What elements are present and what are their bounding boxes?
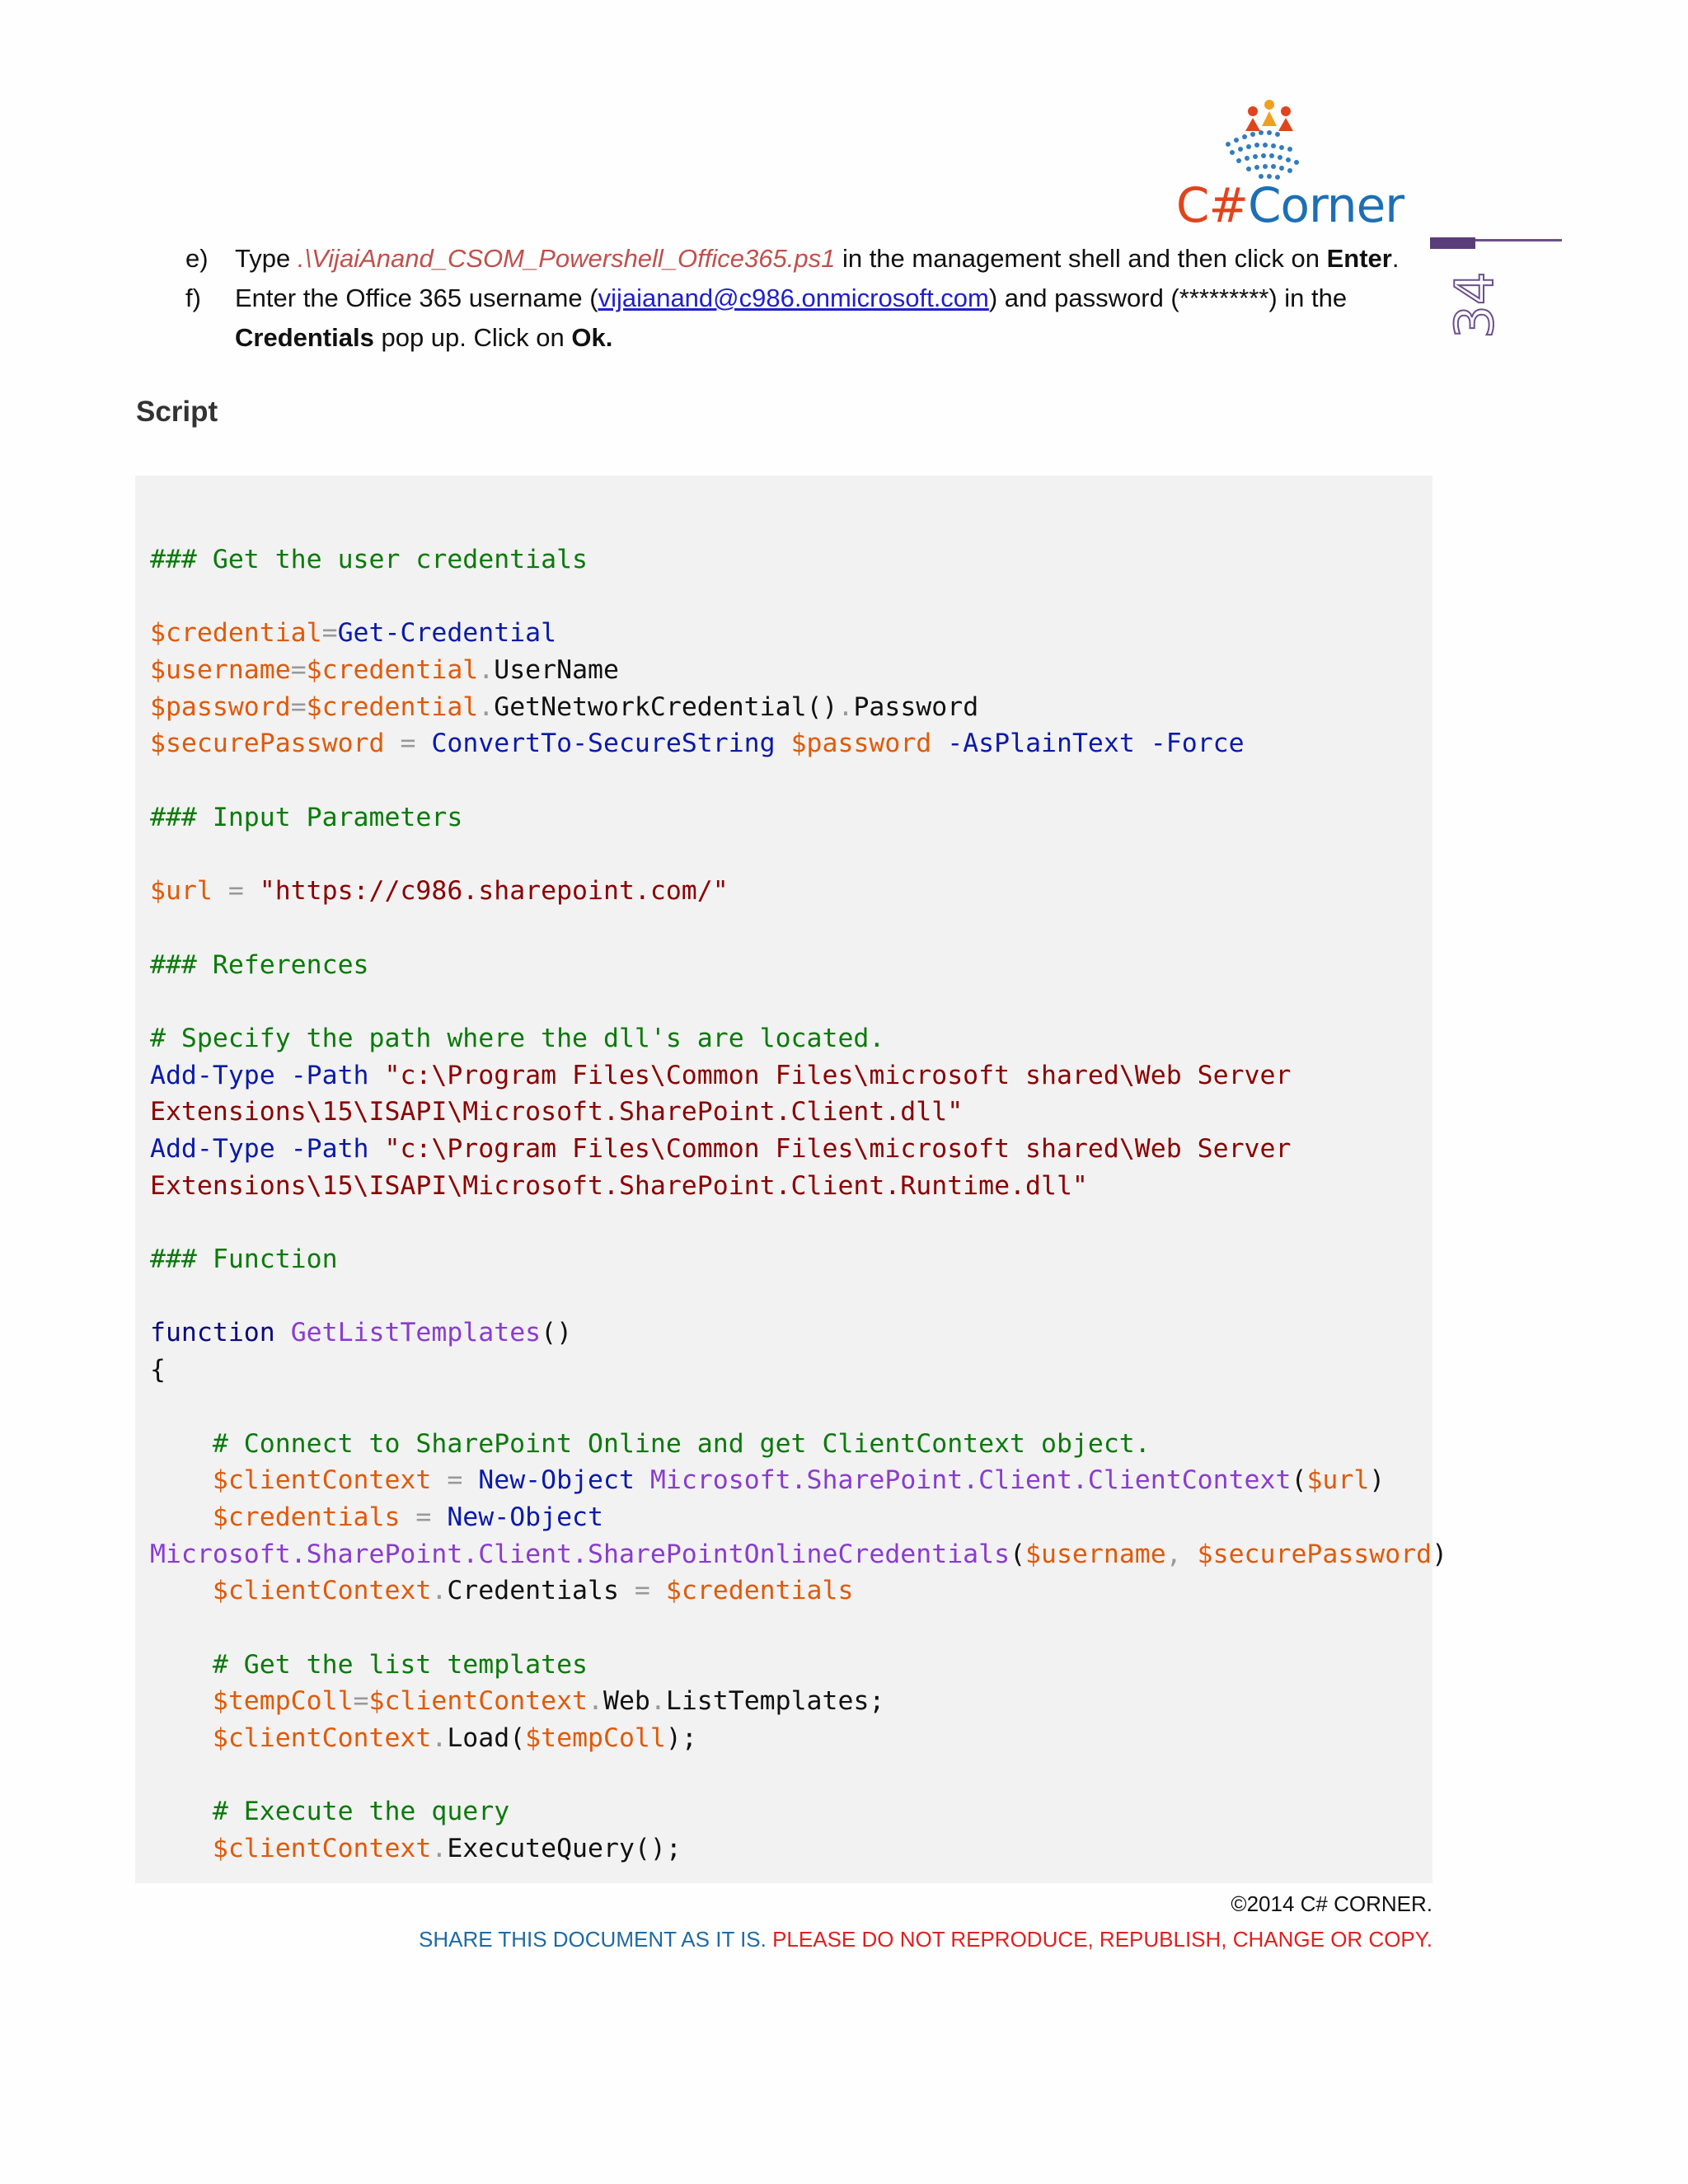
email-link[interactable]: vijaianand@c986.onmicrosoft.com	[598, 284, 989, 312]
code-token: ,	[1165, 1539, 1198, 1569]
code-token: "https://c986.sharepoint.com/"	[259, 876, 729, 907]
code-token: .	[431, 1576, 448, 1606]
code-line	[150, 1131, 1447, 1168]
code-token	[150, 1576, 213, 1605]
code-token: .	[649, 1686, 666, 1717]
step-text: in the management shell and then click on	[835, 244, 1327, 273]
code-token: =	[400, 1502, 448, 1532]
code-token: $url	[150, 876, 213, 907]
code-token: =	[384, 729, 432, 759]
code-token: Add-Type	[150, 1060, 275, 1090]
code-token	[150, 1723, 213, 1753]
code-token	[776, 729, 791, 758]
code-line	[150, 1793, 1447, 1830]
globe-people-icon	[1150, 95, 1430, 185]
code-token: ### Get the user credentials	[150, 545, 588, 574]
instruction-steps	[185, 239, 1422, 358]
code-token: Credentials	[447, 1576, 619, 1606]
code-token: =	[353, 1686, 369, 1717]
step-label: f)	[185, 284, 201, 312]
code-line	[150, 689, 1447, 726]
code-line	[150, 1720, 1447, 1757]
code-line	[150, 799, 1447, 837]
footer-share: SHARE THIS DOCUMENT AS IT IS.	[419, 1927, 773, 1952]
code-token: $securePassword	[1197, 1539, 1432, 1569]
step-label: e)	[185, 244, 209, 273]
step-text: Enter the Office 365 username (	[235, 284, 598, 312]
code-token	[635, 1465, 650, 1495]
code-token: );	[665, 1723, 697, 1753]
step-e	[185, 239, 1422, 279]
code-token: $password	[150, 691, 291, 722]
code-token: =	[290, 655, 307, 686]
step-bold: Credentials	[235, 323, 374, 352]
code-token: $username	[1025, 1539, 1166, 1569]
code-token: )	[1432, 1539, 1448, 1569]
step-f	[185, 279, 1422, 358]
logo-cs: C#	[1175, 177, 1248, 233]
code-token: $credentials	[665, 1576, 854, 1606]
code-token: Load(	[447, 1723, 526, 1753]
code-token	[150, 1650, 213, 1680]
code-token: =	[290, 691, 307, 722]
logo-corner: Corner	[1248, 177, 1404, 233]
code-token: Microsoft.SharePoint.Client.ClientContext	[649, 1465, 1292, 1496]
code-token	[150, 1797, 213, 1826]
code-token: -Path	[290, 1060, 369, 1090]
step-bold: Ok.	[571, 323, 613, 352]
code-line	[150, 1683, 1447, 1720]
code-token: # Get the list templates	[212, 1649, 588, 1680]
code-token: =	[212, 876, 260, 907]
code-line	[150, 983, 1447, 1020]
code-token: # Connect to SharePoint Online and get ClientContext object.	[212, 1428, 1151, 1459]
code-token: =	[431, 1465, 479, 1496]
code-line	[150, 1757, 1447, 1794]
code-token: ### Function	[150, 1244, 338, 1275]
code-token: -Path	[290, 1134, 369, 1164]
code-token	[931, 729, 947, 758]
code-token: ()	[541, 1318, 573, 1348]
script-path: .\VijaiAnand_CSOM_Powershell_Office365.ps1	[297, 244, 836, 273]
code-line	[150, 1426, 1447, 1463]
code-line	[150, 1020, 1447, 1057]
code-line	[150, 1241, 1447, 1278]
code-token: (	[1291, 1465, 1307, 1496]
code-token: $tempColl	[212, 1686, 354, 1717]
code-token: # Specify the path where the dll's are located.	[150, 1023, 885, 1053]
code-content	[150, 541, 1447, 1868]
code-token: .	[431, 1723, 448, 1753]
code-line	[150, 1204, 1447, 1241]
code-token	[369, 1061, 385, 1090]
code-line	[150, 1389, 1447, 1426]
code-token: $clientContext	[212, 1834, 432, 1864]
code-token: $username	[150, 655, 291, 686]
code-line	[150, 1352, 1447, 1389]
code-token: ### References	[150, 949, 369, 980]
code-token: Extensions\15\ISAPI\Microsoft.SharePoint.Client.Runtime.dll"	[150, 1170, 1088, 1201]
code-token: .	[431, 1834, 448, 1864]
code-token: $credentials	[212, 1502, 401, 1532]
code-token: $credential	[150, 618, 322, 649]
code-token: Add-Type	[150, 1134, 275, 1164]
code-token	[369, 1134, 385, 1164]
code-token: "c:\Program Files\Common Files\microsoft shared\Web Server	[384, 1060, 1292, 1090]
code-line	[150, 652, 1447, 689]
footer-warning: PLEASE DO NOT REPRODUCE, REPUBLISH, CHANGE OR COPY.	[772, 1927, 1432, 1952]
code-line	[150, 873, 1447, 910]
code-line	[150, 1647, 1447, 1684]
code-token	[150, 1686, 213, 1716]
code-token: )	[1369, 1465, 1386, 1496]
code-line	[150, 837, 1447, 874]
code-token: "c:\Program Files\Common Files\microsoft shared\Web Server	[384, 1134, 1292, 1164]
step-bold: Enter	[1326, 244, 1392, 273]
code-token: $credential	[306, 655, 479, 686]
code-token: $credential	[306, 691, 479, 722]
section-heading: Script	[136, 396, 218, 428]
code-token: =	[321, 618, 338, 649]
csharp-corner-logo	[1150, 95, 1430, 235]
code-token	[275, 1318, 291, 1347]
code-token: function	[150, 1318, 275, 1348]
code-token: $url	[1306, 1465, 1370, 1496]
code-line	[150, 1499, 1447, 1536]
code-token: =	[618, 1576, 666, 1606]
code-line	[150, 1462, 1447, 1499]
code-line	[150, 1094, 1447, 1131]
code-token: Password	[853, 691, 979, 722]
code-token: New-Object	[447, 1502, 603, 1532]
code-line	[150, 762, 1447, 799]
code-token: ListTemplates;	[665, 1686, 885, 1717]
code-token: .	[837, 691, 854, 722]
code-token: $tempColl	[525, 1723, 666, 1753]
code-block	[135, 476, 1448, 1883]
code-token: $clientContext	[212, 1465, 432, 1496]
code-token	[150, 1429, 213, 1459]
code-token	[150, 1465, 213, 1495]
code-token: .	[478, 691, 495, 722]
code-token	[150, 1834, 213, 1863]
page-number: 34	[1445, 271, 1506, 339]
code-token: -Force	[1150, 729, 1245, 759]
code-line	[150, 541, 1447, 579]
code-line	[150, 579, 1447, 616]
code-line	[150, 1278, 1447, 1315]
code-line	[150, 910, 1447, 947]
code-line	[150, 615, 1447, 652]
code-token: (	[1010, 1539, 1026, 1569]
code-line	[150, 1536, 1447, 1573]
code-token: UserName	[494, 655, 619, 686]
step-text: pop up. Click on	[373, 323, 572, 352]
code-token: ExecuteQuery();	[447, 1834, 682, 1864]
code-line	[150, 1830, 1447, 1868]
step-text: Type	[235, 244, 298, 273]
code-token	[275, 1061, 291, 1090]
code-token: .	[588, 1686, 603, 1717]
step-text: .	[1391, 244, 1400, 273]
code-token: {	[150, 1355, 166, 1385]
code-line	[150, 725, 1447, 762]
code-line	[150, 947, 1447, 984]
code-token: -AsPlainText	[947, 729, 1135, 759]
code-token: Extensions\15\ISAPI\Microsoft.SharePoint.Client.dll"	[150, 1097, 964, 1127]
code-token: New-Object	[478, 1465, 635, 1496]
footer-copyright: ©2014 C# CORNER.	[1231, 1891, 1432, 1916]
code-line	[150, 1168, 1447, 1205]
code-token: $clientContext	[212, 1576, 432, 1606]
code-line	[150, 1315, 1447, 1352]
page-number-bar	[1430, 237, 1475, 249]
code-line	[150, 1057, 1447, 1094]
code-token: $clientContext	[368, 1686, 588, 1717]
code-token: ### Input Parameters	[150, 802, 463, 832]
step-text: ) and password (*********) in the	[988, 284, 1348, 312]
logo-wordmark	[1150, 177, 1430, 233]
code-token	[275, 1134, 291, 1164]
code-token: Web	[603, 1686, 650, 1717]
code-token: GetNetworkCredential()	[494, 691, 838, 722]
code-token: $password	[790, 729, 932, 759]
code-token	[150, 1502, 213, 1532]
code-token: # Execute the query	[212, 1797, 510, 1827]
code-token: $clientContext	[212, 1723, 432, 1753]
code-token: ConvertTo-SecureString	[431, 729, 776, 759]
footer-notice	[419, 1927, 1432, 1952]
code-token: .	[478, 655, 495, 686]
code-token	[1135, 729, 1151, 758]
code-token: Get-Credential	[337, 618, 557, 649]
code-token: GetListTemplates	[290, 1318, 542, 1348]
code-line	[150, 1610, 1447, 1647]
code-token: Microsoft.SharePoint.Client.SharePointOnlineCredentials	[150, 1539, 1010, 1569]
code-token: $securePassword	[150, 729, 385, 759]
code-line	[150, 1572, 1447, 1610]
